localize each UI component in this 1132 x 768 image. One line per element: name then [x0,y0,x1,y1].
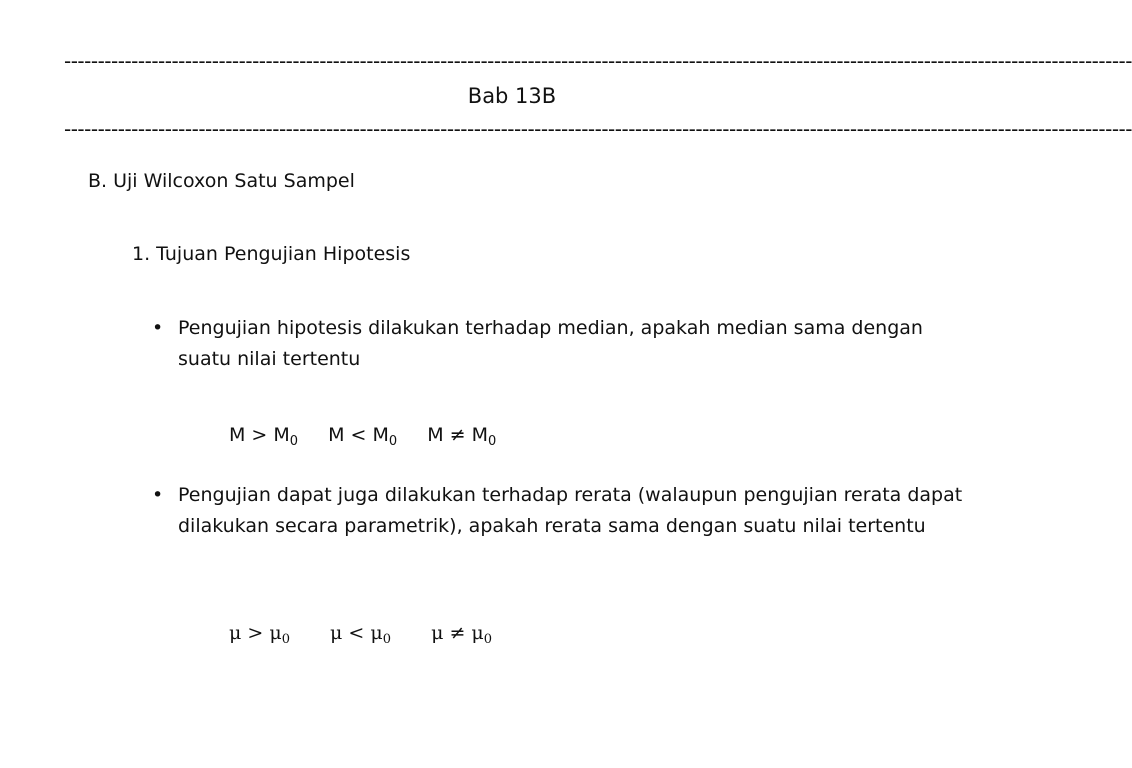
top-dashed-divider: --------------------------------------------------------------------------------------------------------------------------------------------------------------- [64,49,1132,73]
bullet-text: Pengujian hipotesis dilakukan terhadap median, apakah median sama dengan suatu nilai tertentu [178,317,923,370]
hypothesis-expression: μ ≠ μ [431,622,484,644]
hypothesis-expression: M > M [229,424,290,446]
hypothesis-subscript: 0 [388,434,398,449]
hypothesis-greater [229,422,298,448]
bullet-item-median [152,313,972,375]
hypothesis-not-equal [427,422,496,448]
hypothesis-less [328,422,397,448]
hypothesis-expression: M < M [328,424,389,446]
bullet-text: Pengujian dapat juga dilakukan terhadap rerata (walaupun pengujian rerata dapat dilakukan secara parametrik), apakah rerata sama dengan suatu nilai tertentu [178,484,963,537]
section-heading: B. Uji Wilcoxon Satu Sampel [88,170,355,192]
hypothesis-subscript: 0 [281,632,290,647]
hypothesis-expression: μ > μ [229,622,282,644]
slide-title: Bab 13B [467,84,557,108]
bullet-item-mean [152,480,972,542]
mean-hypotheses [229,620,492,646]
median-hypotheses [229,422,496,448]
hypothesis-subscript: 0 [483,632,493,647]
bullet-icon: • [152,484,164,506]
hypothesis-subscript: 0 [289,434,299,449]
hypothesis-greater [229,620,290,646]
hypothesis-not-equal [431,620,492,646]
hypothesis-subscript: 0 [488,434,497,449]
bullet-icon: • [152,317,164,339]
bottom-dashed-divider: --------------------------------------------------------------------------------------------------------------------------------------------------------------- [64,117,1132,141]
hypothesis-expression: μ < μ [330,622,383,644]
hypothesis-subscript: 0 [382,632,392,647]
hypothesis-less [330,620,391,646]
subsection-heading: 1. Tujuan Pengujian Hipotesis [132,243,411,265]
hypothesis-expression: M ≠ M [427,424,489,446]
